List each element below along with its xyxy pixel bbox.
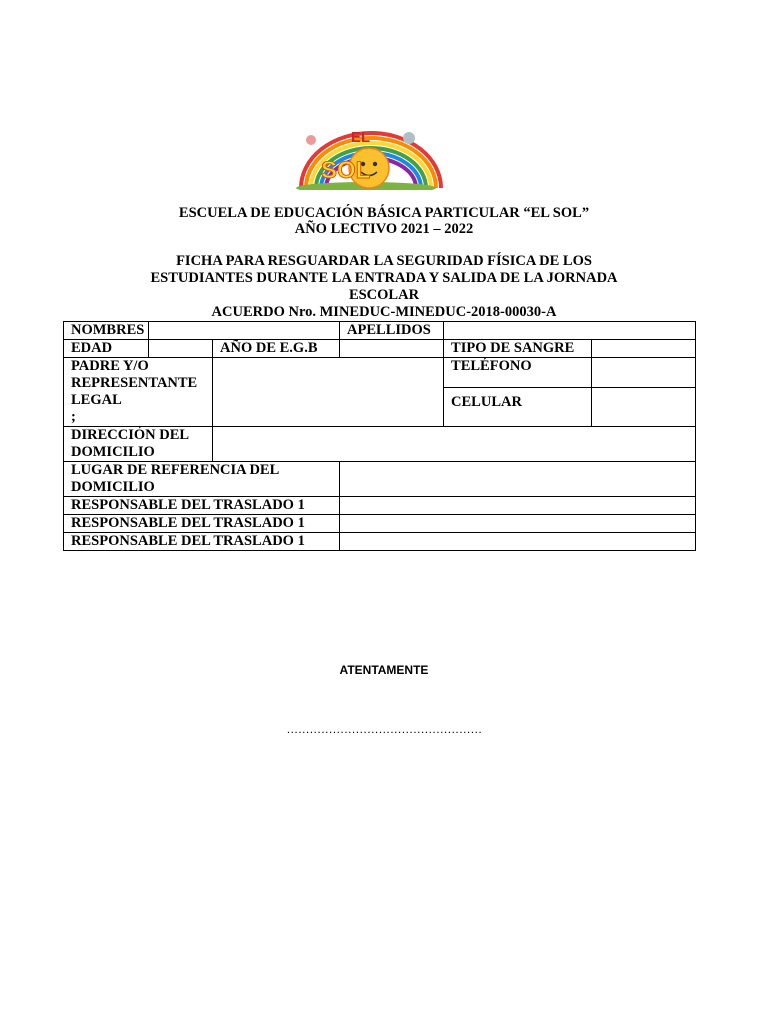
- form-title-line: ESCOLAR: [348, 287, 420, 303]
- form-title-line: ESTUDIANTES DURANTE LA ENTRADA Y SALIDA DE LA JORNADA: [150, 270, 618, 286]
- padre-representante-field[interactable]: [213, 358, 444, 427]
- direccion-field[interactable]: [213, 427, 696, 462]
- row-traslado: [64, 497, 696, 515]
- label-line: DOMICILIO: [71, 479, 155, 495]
- logo-text-el: EL: [351, 129, 371, 146]
- logo-text-sol: SOL: [321, 157, 371, 184]
- row-parent: [64, 358, 696, 388]
- student-safety-form: [63, 321, 696, 551]
- telefono-field[interactable]: [592, 358, 696, 388]
- label-line: ;: [71, 409, 76, 425]
- school-logo: [281, 126, 451, 190]
- signature-line[interactable]: ……………………………………………: [286, 722, 482, 736]
- label-line: PADRE Y/O: [71, 358, 149, 374]
- form-title-line: FICHA PARA RESGUARDAR LA SEGURIDAD FÍSICA DE LOS: [176, 253, 592, 269]
- edad-field[interactable]: [149, 340, 213, 358]
- label-direccion: [64, 427, 213, 462]
- row-traslado: [64, 533, 696, 551]
- traslado-field[interactable]: [340, 497, 696, 515]
- label-anio-egb: AÑO DE E.G.B: [213, 340, 340, 358]
- agreement-number: ACUERDO Nro. MINEDUC-MINEDUC-2018-00030-A: [211, 304, 557, 320]
- label-telefono: TELÉFONO: [444, 358, 592, 388]
- row-traslado: [64, 515, 696, 533]
- label-referencia: [64, 462, 340, 497]
- form-title: [60, 253, 708, 304]
- label-line: DIRECCIÓN DEL: [71, 427, 190, 443]
- tipo-sangre-field[interactable]: [592, 340, 696, 358]
- celular-field[interactable]: [592, 387, 696, 426]
- label-padre-representante: [64, 358, 213, 427]
- label-apellidos: APELLIDOS: [340, 322, 444, 340]
- label-line: DOMICILIO: [71, 444, 155, 460]
- row-address: [64, 427, 696, 462]
- label-traslado: RESPONSABLE DEL TRASLADO 1: [64, 515, 340, 533]
- apellidos-field[interactable]: [444, 322, 696, 340]
- row-reference: [64, 462, 696, 497]
- label-traslado: RESPONSABLE DEL TRASLADO 1: [64, 533, 340, 551]
- label-celular: CELULAR: [444, 387, 592, 426]
- row-names: [64, 322, 696, 340]
- signature-label: ATENTAMENTE: [339, 663, 429, 677]
- label-tipo-sangre: TIPO DE SANGRE: [444, 340, 592, 358]
- label-line: LUGAR DE REFERENCIA DEL: [71, 462, 280, 478]
- referencia-field[interactable]: [340, 462, 696, 497]
- label-line: LEGAL: [71, 392, 122, 408]
- label-nombres: NOMBRES: [64, 322, 149, 340]
- school-year: AÑO LECTIVO 2021 – 2022: [294, 221, 474, 237]
- label-edad: EDAD: [64, 340, 149, 358]
- traslado-field[interactable]: [340, 533, 696, 551]
- school-name: ESCUELA DE EDUCACIÓN BÁSICA PARTICULAR “EL SOL”: [178, 205, 590, 221]
- anio-egb-field[interactable]: [340, 340, 444, 358]
- nombres-field[interactable]: [149, 322, 340, 340]
- row-age: [64, 340, 696, 358]
- traslado-field[interactable]: [340, 515, 696, 533]
- label-line: REPRESENTANTE: [71, 375, 198, 391]
- label-traslado: RESPONSABLE DEL TRASLADO 1: [64, 497, 340, 515]
